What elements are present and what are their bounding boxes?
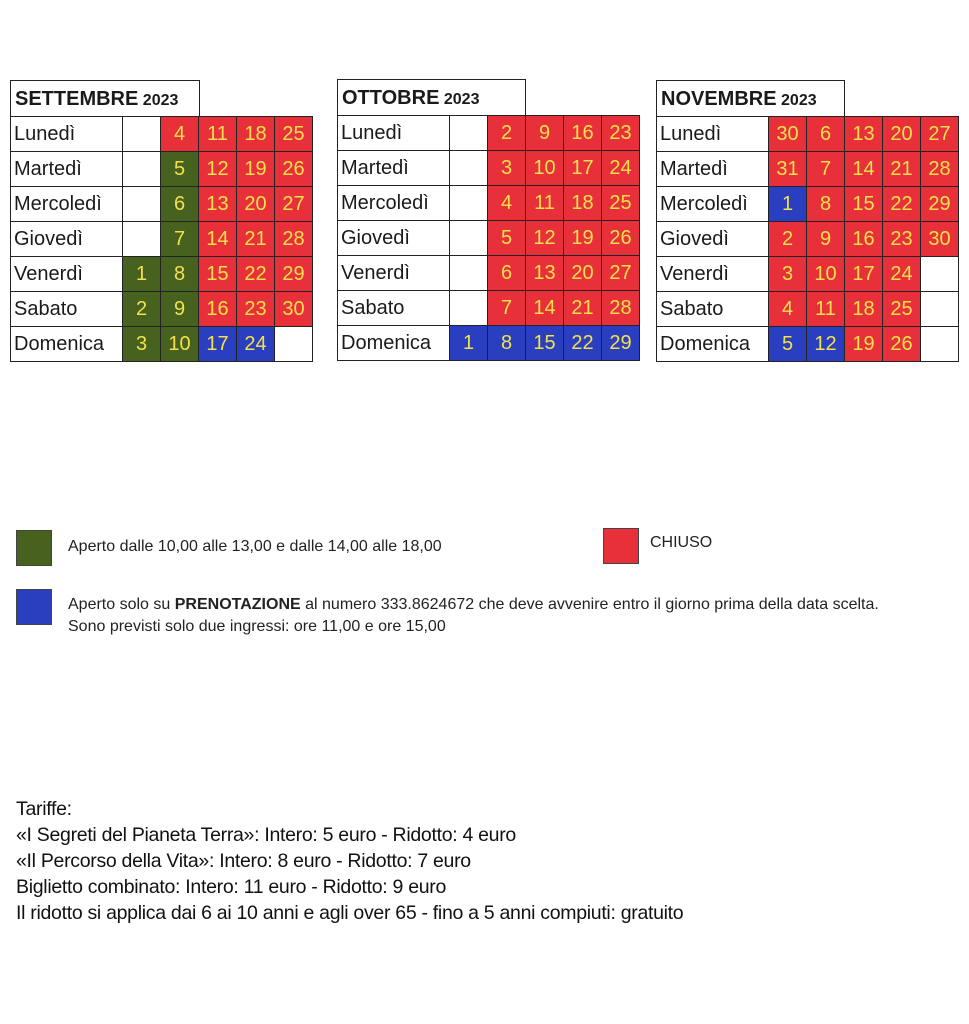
empty-cell <box>450 291 488 326</box>
date-cell: 12 <box>199 152 237 187</box>
weekday-label: Giovedì <box>11 222 123 257</box>
weekday-label: Lunedì <box>657 117 769 152</box>
calendar-row <box>338 291 640 326</box>
date-cell: 17 <box>199 327 237 362</box>
date-cell: 22 <box>883 187 921 222</box>
date-cell: 16 <box>564 116 602 151</box>
date-cell: 22 <box>237 257 275 292</box>
date-cell: 4 <box>488 186 526 221</box>
calendar-title <box>337 79 526 115</box>
calendar-row <box>338 186 640 221</box>
date-cell: 10 <box>526 151 564 186</box>
calendar-row <box>11 187 313 222</box>
weekday-label: Sabato <box>657 292 769 327</box>
date-cell: 26 <box>883 327 921 362</box>
date-cell: 18 <box>237 117 275 152</box>
calendar-row <box>338 116 640 151</box>
tariffs-block <box>16 796 683 926</box>
calendar-row <box>338 256 640 291</box>
date-cell: 12 <box>526 221 564 256</box>
date-cell: 13 <box>845 117 883 152</box>
date-cell: 28 <box>602 291 640 326</box>
date-cell: 3 <box>488 151 526 186</box>
date-cell: 1 <box>769 187 807 222</box>
weekday-label: Giovedì <box>338 221 450 256</box>
date-cell: 6 <box>161 187 199 222</box>
date-cell: 23 <box>602 116 640 151</box>
date-cell: 3 <box>123 327 161 362</box>
tariff-line: Biglietto combinato: Intero: 11 euro - Ridotto: 9 euro <box>16 876 447 898</box>
date-cell: 5 <box>769 327 807 362</box>
weekday-label: Venerdì <box>338 256 450 291</box>
date-cell: 14 <box>199 222 237 257</box>
month-name: NOVEMBRE <box>661 88 777 110</box>
date-cell: 25 <box>883 292 921 327</box>
empty-cell <box>450 256 488 291</box>
date-cell: 10 <box>161 327 199 362</box>
date-cell: 29 <box>921 187 959 222</box>
empty-cell <box>123 187 161 222</box>
weekday-label: Martedì <box>338 151 450 186</box>
calendar-row <box>11 292 313 327</box>
calendar-title <box>10 80 200 116</box>
tariff-line: Il ridotto si applica dai 6 ai 10 anni e agli over 65 - fino a 5 anni compiuti: gratuito <box>16 902 684 924</box>
date-cell: 18 <box>564 186 602 221</box>
date-cell: 1 <box>123 257 161 292</box>
date-cell: 26 <box>275 152 313 187</box>
date-cell: 2 <box>488 116 526 151</box>
date-cell: 30 <box>275 292 313 327</box>
date-cell: 24 <box>883 257 921 292</box>
date-cell: 13 <box>526 256 564 291</box>
date-cell: 16 <box>199 292 237 327</box>
calendar-row <box>11 257 313 292</box>
legend-closed-text: CHIUSO <box>650 534 713 551</box>
empty-cell <box>275 327 313 362</box>
calendar-row <box>657 187 959 222</box>
month-year: 2023 <box>781 92 817 109</box>
date-cell: 15 <box>845 187 883 222</box>
date-cell: 28 <box>275 222 313 257</box>
empty-cell <box>450 186 488 221</box>
date-cell: 8 <box>488 326 526 361</box>
weekday-label: Mercoledì <box>11 187 123 222</box>
empty-cell <box>921 292 959 327</box>
date-cell: 9 <box>161 292 199 327</box>
weekday-label: Venerdì <box>11 257 123 292</box>
date-cell: 27 <box>602 256 640 291</box>
date-cell: 31 <box>769 152 807 187</box>
tariff-line: «I Segreti del Pianeta Terra»: Intero: 5 euro - Ridotto: 4 euro <box>16 824 516 846</box>
date-cell: 15 <box>526 326 564 361</box>
date-cell: 12 <box>807 327 845 362</box>
date-cell: 28 <box>921 152 959 187</box>
legend-booking-bold: PRENOTAZIONE <box>174 596 301 613</box>
weekday-label: Lunedì <box>338 116 450 151</box>
calendar-row <box>657 222 959 257</box>
month-name: SETTEMBRE <box>15 88 139 110</box>
date-cell: 6 <box>807 117 845 152</box>
weekday-label: Domenica <box>338 326 450 361</box>
date-cell: 14 <box>526 291 564 326</box>
legend-booking-prefix: Aperto solo su <box>68 596 175 613</box>
calendar-row <box>657 327 959 362</box>
calendar-grid <box>10 116 313 362</box>
calendar-row <box>11 327 313 362</box>
calendar-row <box>338 151 640 186</box>
weekday-label: Martedì <box>657 152 769 187</box>
empty-cell <box>123 152 161 187</box>
date-cell: 5 <box>161 152 199 187</box>
weekday-label: Sabato <box>338 291 450 326</box>
date-cell: 29 <box>275 257 313 292</box>
date-cell: 14 <box>845 152 883 187</box>
weekday-label: Mercoledì <box>657 187 769 222</box>
calendar-row <box>11 117 313 152</box>
date-cell: 2 <box>769 222 807 257</box>
date-cell: 20 <box>883 117 921 152</box>
month-year: 2023 <box>443 91 480 108</box>
weekday-label: Venerdì <box>657 257 769 292</box>
legend-booking-swatch <box>16 589 52 625</box>
legend-booking-line2: Sono previsti solo due ingressi: ore 11,00 e ore 15,00 <box>68 618 446 635</box>
weekday-label: Giovedì <box>657 222 769 257</box>
date-cell: 23 <box>237 292 275 327</box>
calendar-row <box>657 292 959 327</box>
calendar-row <box>657 152 959 187</box>
date-cell: 7 <box>488 291 526 326</box>
date-cell: 25 <box>602 186 640 221</box>
date-cell: 7 <box>807 152 845 187</box>
calendar-row <box>657 117 959 152</box>
date-cell: 13 <box>199 187 237 222</box>
date-cell: 5 <box>488 221 526 256</box>
month-year: 2023 <box>142 92 179 109</box>
date-cell: 24 <box>602 151 640 186</box>
legend-closed-swatch <box>603 528 639 564</box>
date-cell: 6 <box>488 256 526 291</box>
date-cell: 30 <box>769 117 807 152</box>
date-cell: 25 <box>275 117 313 152</box>
empty-cell <box>123 222 161 257</box>
calendar-row <box>338 221 640 256</box>
date-cell: 21 <box>883 152 921 187</box>
date-cell: 16 <box>845 222 883 257</box>
date-cell: 9 <box>807 222 845 257</box>
empty-cell <box>450 221 488 256</box>
tariff-line: «Il Percorso della Vita»: Intero: 8 euro - Ridotto: 7 euro <box>16 850 471 872</box>
date-cell: 17 <box>845 257 883 292</box>
weekday-label: Domenica <box>11 327 123 362</box>
weekday-label: Martedì <box>11 152 123 187</box>
date-cell: 23 <box>883 222 921 257</box>
date-cell: 7 <box>161 222 199 257</box>
weekday-label: Sabato <box>11 292 123 327</box>
empty-cell <box>921 257 959 292</box>
tariffs-heading: Tariffe: <box>16 798 72 820</box>
date-cell: 11 <box>807 292 845 327</box>
empty-cell <box>450 151 488 186</box>
date-cell: 21 <box>237 222 275 257</box>
weekday-label: Lunedì <box>11 117 123 152</box>
legend-booking-suffix: al numero 333.8624672 che deve avvenire entro il giorno prima della data scelta. <box>300 596 879 613</box>
date-cell: 19 <box>564 221 602 256</box>
date-cell: 4 <box>769 292 807 327</box>
date-cell: 8 <box>807 187 845 222</box>
date-cell: 19 <box>845 327 883 362</box>
legend-open-text: Aperto dalle 10,00 alle 13,00 e dalle 14,00 alle 18,00 <box>68 538 442 555</box>
date-cell: 18 <box>845 292 883 327</box>
date-cell: 9 <box>526 116 564 151</box>
date-cell: 11 <box>526 186 564 221</box>
date-cell: 21 <box>564 291 602 326</box>
weekday-label: Domenica <box>657 327 769 362</box>
date-cell: 20 <box>237 187 275 222</box>
calendar-grid <box>337 115 640 361</box>
date-cell: 2 <box>123 292 161 327</box>
calendar-title <box>656 80 845 116</box>
date-cell: 1 <box>450 326 488 361</box>
date-cell: 11 <box>199 117 237 152</box>
date-cell: 19 <box>237 152 275 187</box>
date-cell: 30 <box>921 222 959 257</box>
date-cell: 20 <box>564 256 602 291</box>
date-cell: 17 <box>564 151 602 186</box>
date-cell: 15 <box>199 257 237 292</box>
empty-cell <box>123 117 161 152</box>
calendar-row <box>657 257 959 292</box>
calendar-row <box>338 326 640 361</box>
date-cell: 8 <box>161 257 199 292</box>
empty-cell <box>921 327 959 362</box>
date-cell: 10 <box>807 257 845 292</box>
date-cell: 22 <box>564 326 602 361</box>
empty-cell <box>450 116 488 151</box>
date-cell: 27 <box>275 187 313 222</box>
date-cell: 29 <box>602 326 640 361</box>
legend-booking-text <box>68 594 958 638</box>
date-cell: 4 <box>161 117 199 152</box>
date-cell: 3 <box>769 257 807 292</box>
calendar-grid <box>656 116 959 362</box>
calendar-row <box>11 222 313 257</box>
legend-open-swatch <box>16 530 52 566</box>
month-name: OTTOBRE <box>342 87 440 109</box>
date-cell: 26 <box>602 221 640 256</box>
date-cell: 24 <box>237 327 275 362</box>
calendar-row <box>11 152 313 187</box>
date-cell: 27 <box>921 117 959 152</box>
weekday-label: Mercoledì <box>338 186 450 221</box>
